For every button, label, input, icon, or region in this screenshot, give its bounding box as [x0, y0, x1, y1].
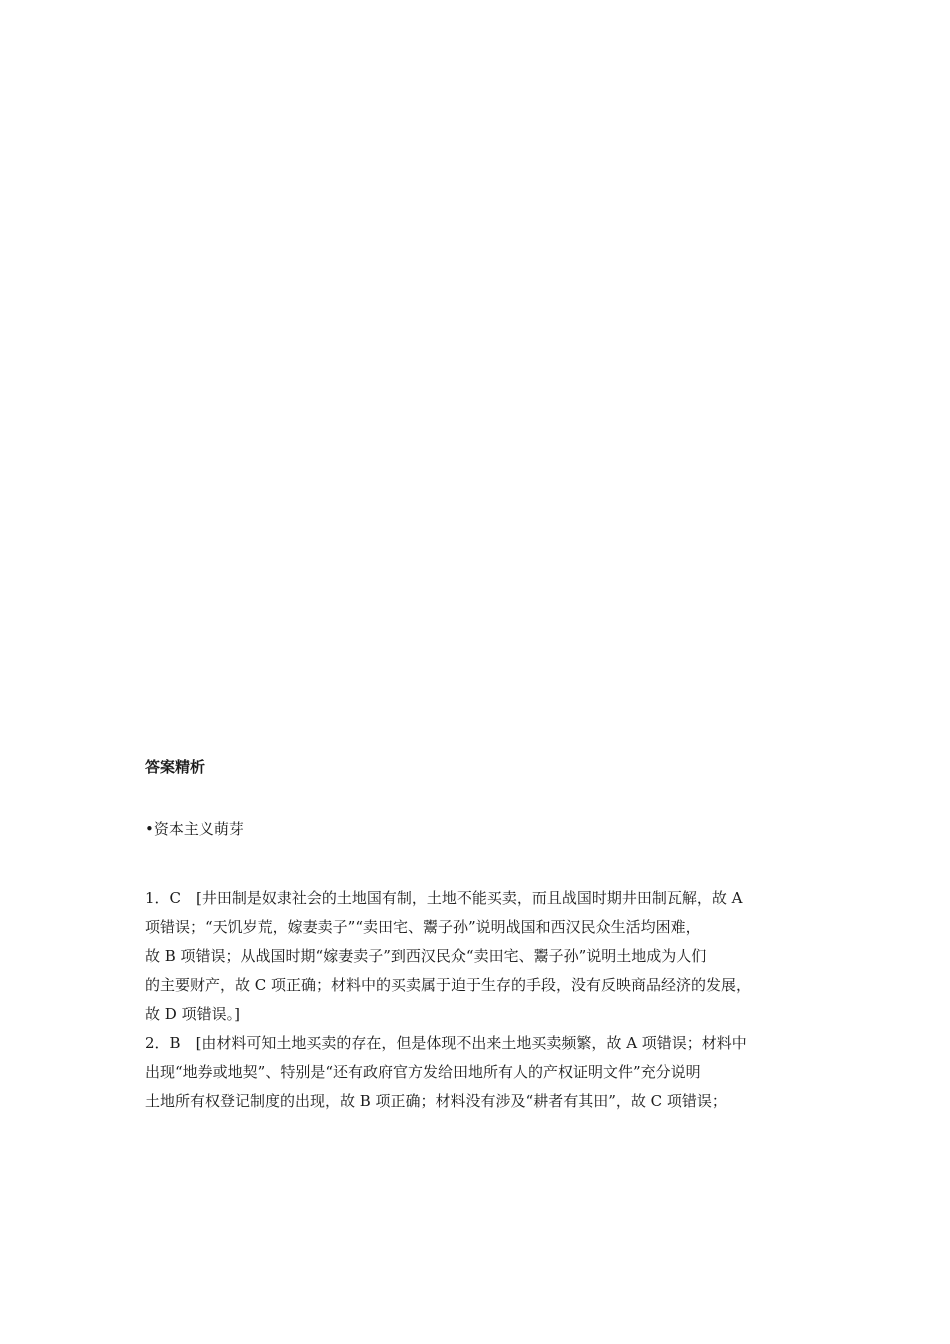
answer-line: 土地所有权登记制度的出现，故 B 项正确；材料没有涉及“耕者有其田”，故 C 项错误；: [145, 1092, 727, 1110]
topic-bullet: •资本主义萌芽: [145, 820, 244, 838]
answer-line: 1．C [井田制是奴隶社会的土地国有制，土地不能买卖，而且战国时期井田制瓦解，故 A: [145, 889, 743, 907]
answer-line: 出现“地券或地契”、特别是“还有政府官方发给田地所有人的产权证明文件”充分说明: [145, 1063, 701, 1081]
answer-line: 的主要财产，故 C 项正确；材料中的买卖属于迫于生存的手段，没有反映商品经济的发展，: [145, 976, 752, 994]
answer-line: 故 D 项错误。]: [145, 1005, 240, 1023]
section-title: 答案精析: [145, 758, 206, 776]
answer-line: 2．B [由材料可知土地买卖的存在，但是体现不出来土地买卖频繁，故 A 项错误；材料中: [145, 1034, 747, 1052]
answer-line: 项错误；“天饥岁荒，嫁妻卖子”“卖田宅、鬻子孙”说明战国和西汉民众生活均困难，: [145, 918, 701, 936]
answer-item-2: [145, 1029, 815, 1116]
answer-list: [145, 884, 815, 1116]
answer-line: 故 B 项错误；从战国时期“嫁妻卖子”到西汉民众“卖田宅、鬻子孙”说明土地成为人们: [145, 947, 707, 965]
answer-item-1: [145, 884, 815, 1029]
